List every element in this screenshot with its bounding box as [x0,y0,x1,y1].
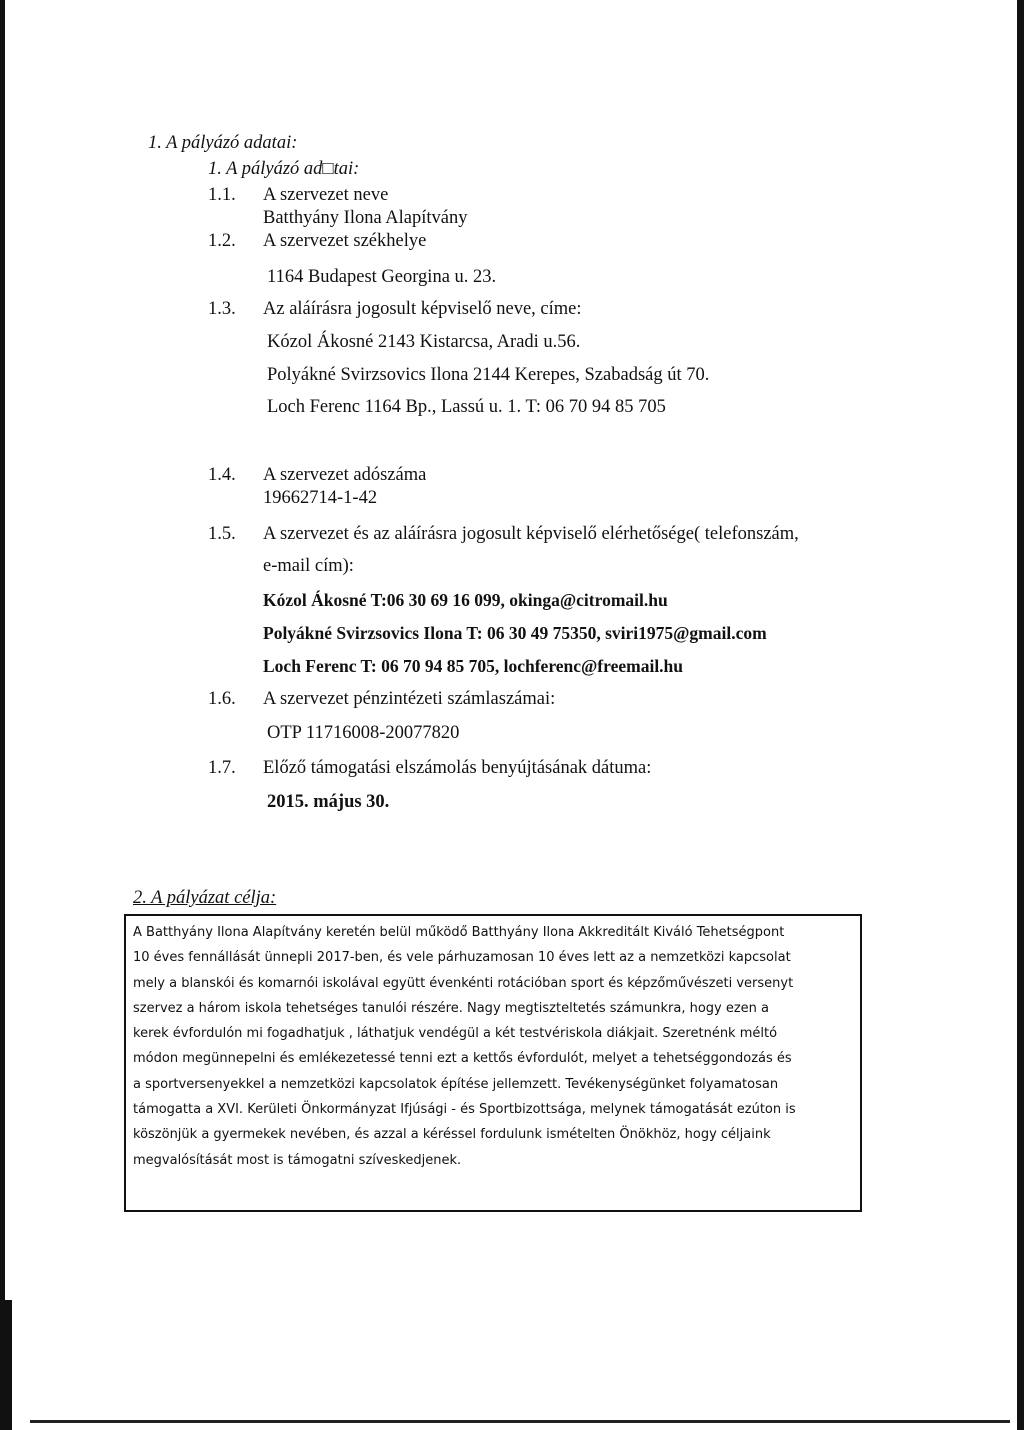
paragraph-line: A Batthyány Ilona Alapítvány keretén belül működő Batthyány Ilona Akkreditált Kiváló Tehetségpont [133,925,785,940]
paragraph-line: módon megünnepelni és emlékezetessé tenni ezt a kettős évfordulót, melyet a tehetséggondozás és [133,1051,792,1067]
item-1-3-value-1: Kózol Ákosné 2143 Kistarcsa, Aradi u.56. [267,332,581,352]
item-1-7-value: 2015. május 30. [267,792,390,812]
item-1-6-value: OTP 11716008-20077820 [267,723,460,743]
item-1-1-value: Batthyány Ilona Alapítvány [263,208,468,228]
item-1-3-label: Az aláírásra jogosult képviselő neve, címe: [263,299,582,319]
item-1-5-contact-3: Loch Ferenc T: 06 70 94 85 705, lochferenc@freemail.hu [263,656,684,676]
item-1-6-label: A szervezet pénzintézeti számlaszámai: [263,689,556,709]
item-1-6-number: 1.6. [208,689,236,709]
item-1-1-number: 1.1. [208,185,236,205]
paragraph-line: megvalósítását most is támogatni szíveskedjenek. [133,1152,462,1168]
item-1-5-contact-2: Polyákné Svirzsovics Ilona T: 06 30 49 75350, sviri1975@gmail.com [263,623,767,643]
item-1-5-label-continued: e-mail cím): [263,556,354,576]
item-1-3-value-3: Loch Ferenc 1164 Bp., Lassú u. 1. T: 06 70 94 85 705 [267,397,666,417]
paragraph-line: köszönjük a gyermekek nevében, és azzal a kéréssel fordulunk ismételten Önökhöz, hogy céljaink [133,1127,771,1143]
scan-bottom-line [30,1420,1010,1423]
scan-edge-left [0,0,5,1430]
scan-edge-right [1017,0,1024,1430]
item-1-4-label: A szervezet adószáma [263,465,427,485]
item-1-3-value-2: Polyákné Svirzsovics Ilona 2144 Kerepes, Szabadság út 70. [267,365,710,385]
item-1-7-number: 1.7. [208,758,236,778]
item-1-4-value: 19662714-1-42 [263,488,378,508]
item-1-3-number: 1.3. [208,299,236,319]
item-1-5-contact-1: Kózol Ákosné T:06 30 69 16 099, okinga@citromail.hu [263,590,668,610]
item-1-2-label: A szervezet székhelye [263,231,427,251]
item-1-5-number: 1.5. [208,524,236,544]
paragraph-line: a sportversenyekkel a nemzetközi kapcsolatok építése jellemzett. Tevékenységünket folyamatosan [133,1076,779,1092]
scan-edge-left-bottom [0,1300,12,1430]
paragraph-line: mely a blanskói és komarnói iskolával együtt évenkénti rotációban sport és képzőművészeti versenyt [133,975,794,991]
paragraph-line: szervez a három iskola tehetséges tanulói részére. Nagy megtiszteltetés számunkra, hogy ezen a [133,1000,770,1016]
section2-paragraph [133,920,857,1173]
item-1-2-number: 1.2. [208,231,236,251]
item-1-1-label: A szervezet neve [263,185,389,205]
item-1-2-value: 1164 Budapest Georgina u. 23. [267,267,497,287]
section2-heading: 2. A pályázat célja: [133,888,277,908]
item-1-5-label: A szervezet és az aláírásra jogosult képviselő elérhetősége( telefonszám, [263,524,799,544]
section1-heading-duplicate: 1. A pályázó ad□tai: [208,159,360,179]
item-1-7-label: Előző támogatási elszámolás benyújtásának dátuma: [263,758,652,778]
section2-text-box [124,914,862,1212]
paragraph-line: támogatta a XVI. Kerületi Önkormányzat Ifjúsági - és Sportbizottsága, melynek támogatását ezúton is [133,1102,796,1118]
paragraph-line: 10 éves fennállását ünnepli 2017-ben, és vele párhuzamosan 10 éves lett az a nemzetközi kapcsolat [133,950,791,966]
paragraph-line: kerek évfordulón mi fogadhatjuk , láthatjuk vendégül a két testvériskola diákjait. Szeretnénk méltó [133,1026,778,1042]
item-1-4-number: 1.4. [208,465,236,485]
section1-heading: 1. A pályázó adatai: [148,133,298,153]
